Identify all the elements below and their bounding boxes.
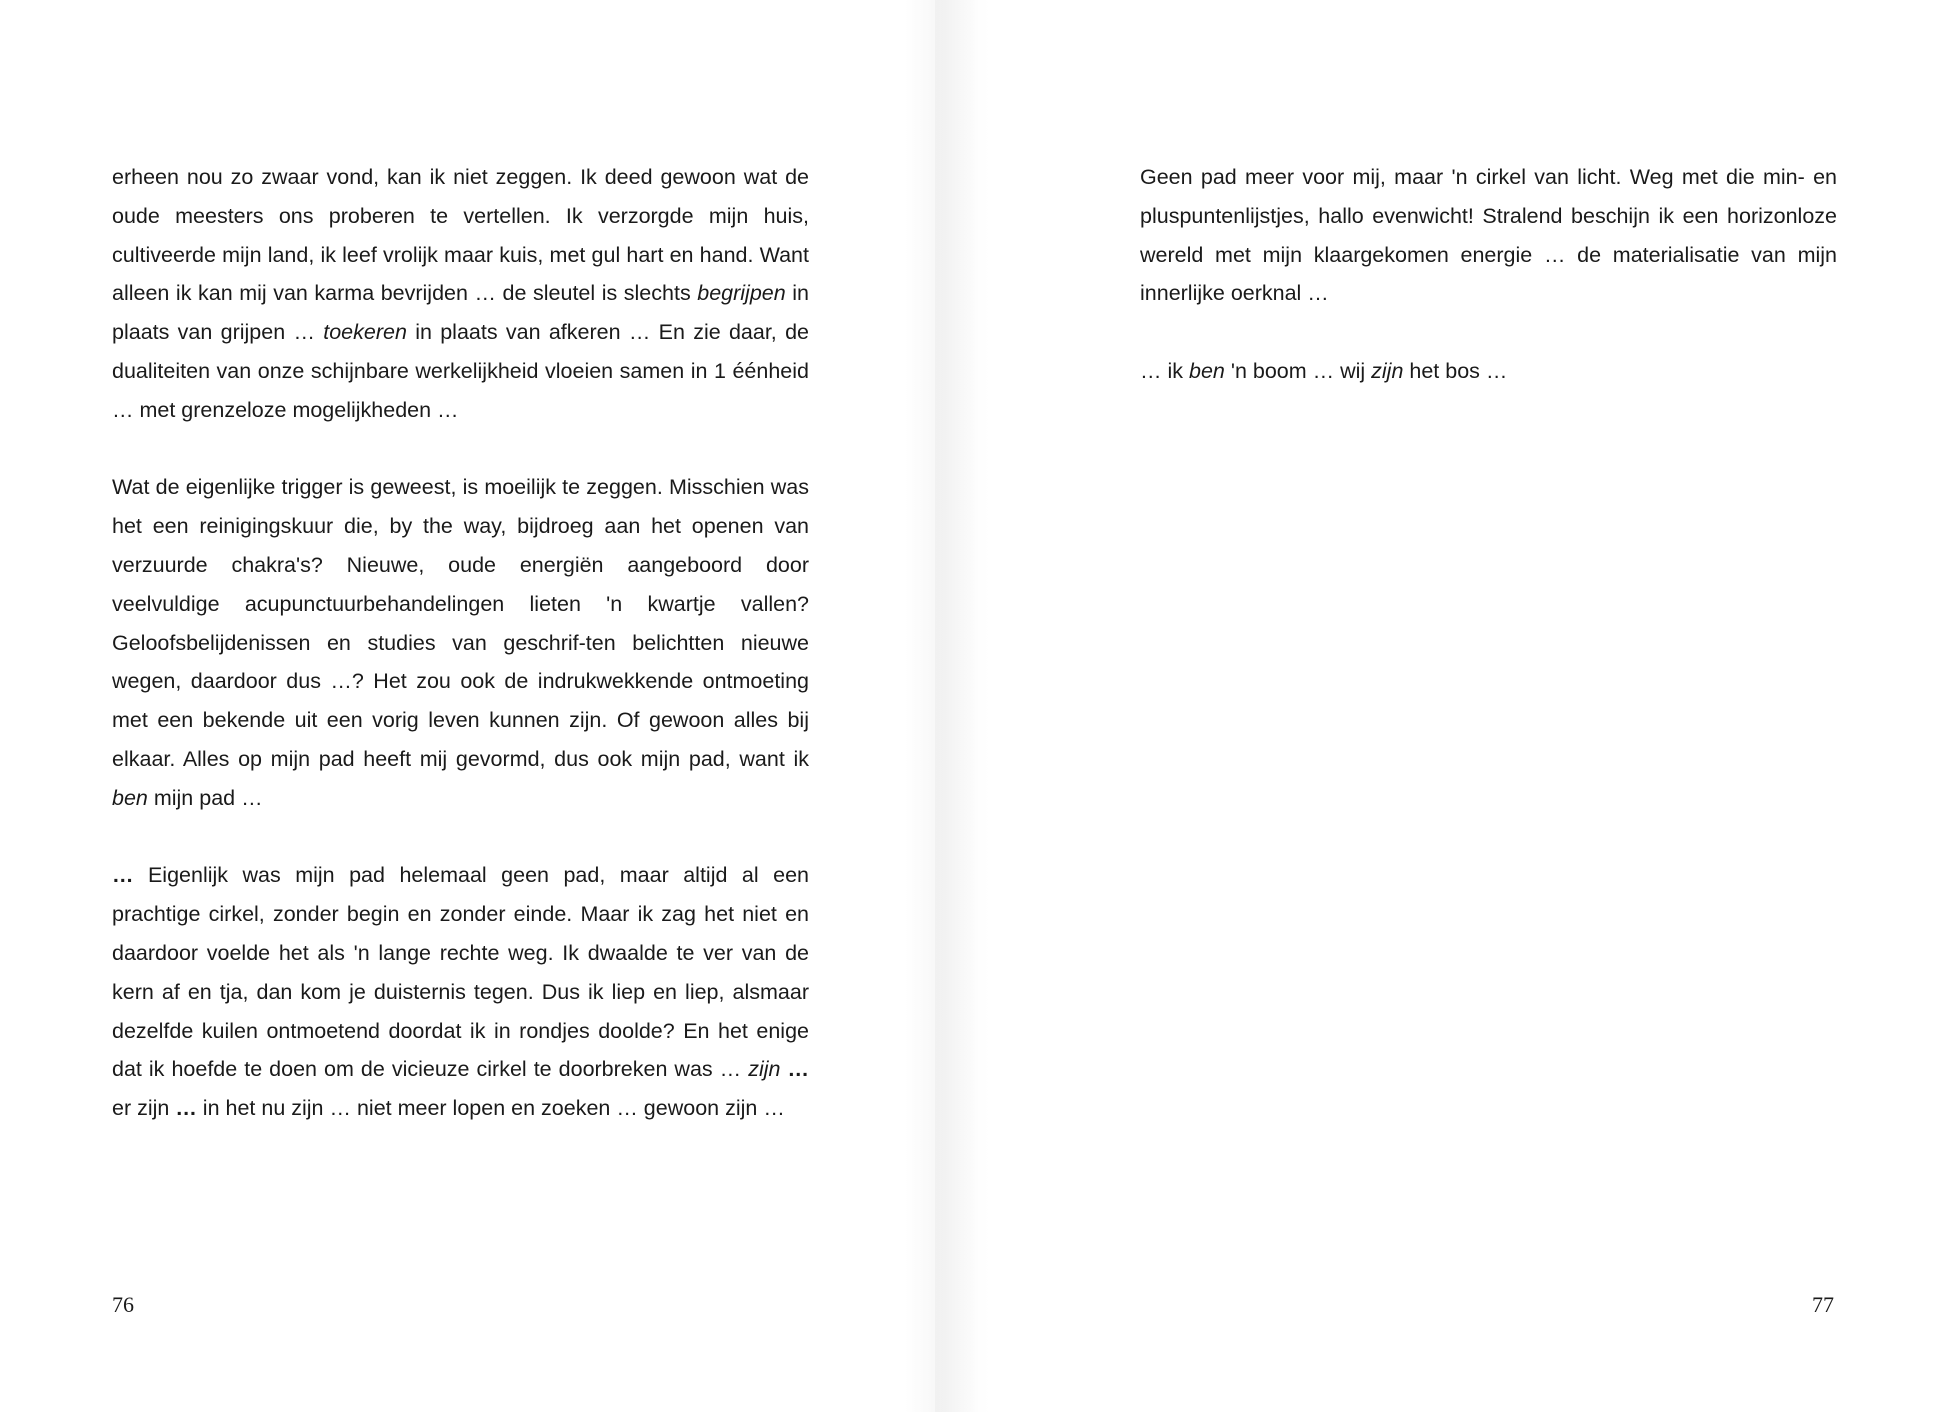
italic-text: zijn	[748, 1057, 781, 1082]
left-page	[0, 0, 975, 1412]
text-segment: mijn pad …	[147, 785, 263, 810]
bold-ellipsis: …	[780, 1057, 809, 1082]
text-segment: … ik	[1140, 358, 1189, 383]
italic-text: toekeren	[323, 320, 407, 345]
text-segment: in plaats van afkeren … En zie daar, de dualiteiten van onze schijnbare werkelijkheid vloeien samen in 1 éénheid … met grenzeloze mogelijkheden …	[112, 320, 809, 422]
bold-ellipsis: …	[112, 863, 134, 888]
italic-text: ben	[1188, 358, 1225, 383]
text-segment: in plaats van grijpen …	[112, 281, 809, 345]
paragraph	[112, 856, 809, 1128]
italic-text: ben	[112, 785, 148, 810]
page-number-left: 76	[112, 1292, 134, 1317]
paragraph	[1140, 158, 1837, 313]
text-segment: het bos …	[1403, 358, 1508, 383]
text-segment: Wat de eigenlijke trigger is geweest, is moeilijk te zeggen. Misschien was het een reinigingskuur die, by the way, bijdroeg aan het openen van verzuurde chakra's? Nieuwe, oude energiën aangeboord door veelvuldige acupunctuurbehandelingen lieten 'n kwartje vallen? Geloofsbelijdenissen en studies van geschrif-ten belichtten nieuwe wegen, daardoor dus …? Het zou ook de indrukwekkende ontmoeting met een bekende uit een vorig leven kunnen zijn. Of gewoon alles bij elkaar. Alles op mijn pad heeft mij gevormd, dus ook mijn pad, want ik	[112, 475, 809, 771]
italic-text: begrijpen	[697, 281, 786, 306]
page-number-right: 77	[1812, 1292, 1834, 1317]
text-segment: Eigenlijk was mijn pad helemaal geen pad, maar altijd al een prachtige cirkel, zonder begin en zonder einde. Maar ik zag het niet en daardoor voelde het als 'n lange rechte weg. Ik dwaalde te ver van de kern af en tja, dan kom je duisternis tegen. Dus ik liep en liep, alsmaar dezelfde kuilen ontmoetend doordat ik in rondjes doolde? En het enige dat ik hoefde te doen om de vicieuze cirkel te doorbreken was …	[112, 863, 809, 1082]
text-segment: 'n boom … wij	[1224, 358, 1372, 383]
paragraph	[112, 158, 809, 430]
text-segment: er zijn	[112, 1096, 176, 1121]
bold-ellipsis: …	[175, 1096, 197, 1121]
paragraph	[1140, 352, 1837, 391]
italic-text: zijn	[1371, 358, 1404, 383]
paragraph	[112, 468, 809, 817]
left-page-text	[112, 158, 809, 1128]
gutter-shadow	[905, 0, 975, 1412]
text-segment: in het nu zijn … niet meer lopen en zoeken … gewoon zijn …	[196, 1096, 785, 1121]
text-segment: Geen pad meer voor mij, maar 'n cirkel van licht. Weg met die min- en pluspuntenlijstjes, hallo evenwicht! Stralend beschijn ik een horizonloze wereld met mijn klaargekomen energie … de materialisatie van mijn innerlijke oerknal …	[1140, 165, 1837, 306]
right-page-text	[1140, 158, 1837, 391]
text-segment: erheen nou zo zwaar vond, kan ik niet zeggen. Ik deed gewoon wat de oude meesters ons proberen te vertellen. Ik verzorgde mijn huis, cultiveerde mijn land, ik leef vrolijk maar kuis, met gul hart en hand. Want alleen ik kan mij van karma bevrijden … de sleutel is slechts	[112, 165, 809, 306]
